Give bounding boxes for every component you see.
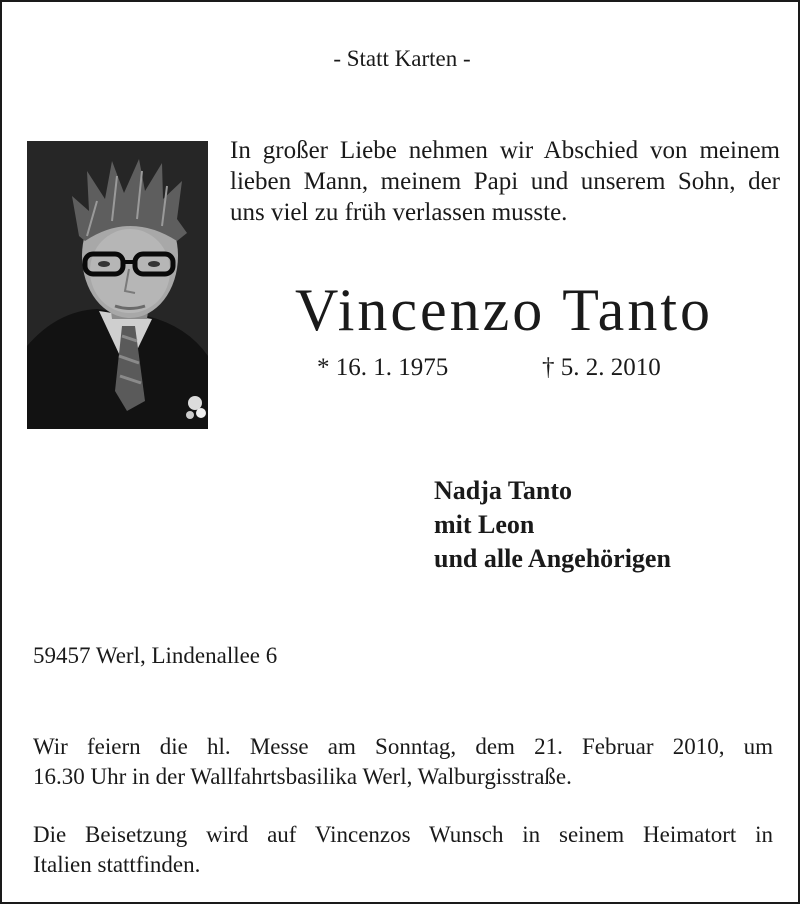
intro-line: uns viel zu früh verlassen musste. [230,199,568,226]
burial-line: Die Beisetzung wird auf Vincenzos Wunsch in seinem Heimatort in [33,822,773,847]
mass-announcement [33,732,773,792]
mourners [434,474,671,576]
intro-line: In großer Liebe nehmen wir Abschied von meinem [230,137,780,164]
deceased-name: Vincenzo Tanto [295,277,713,343]
birth-date: * 16. 1. 1975 [317,354,449,381]
mourner-line: mit Leon [434,510,535,539]
address: 59457 Werl, Lindenallee 6 [33,643,278,668]
intro-text [230,135,780,228]
burial-line: Italien stattfinden. [33,852,201,877]
mourner-line: und alle Angehörigen [434,544,671,573]
mourner-line: Nadja Tanto [434,476,572,505]
death-date: † 5. 2. 2010 [542,354,661,381]
intro-line: lieben Mann, meinem Papi und unserem Sohn, der [230,168,780,195]
burial-announcement [33,820,773,880]
header-title: - Statt Karten - [333,46,471,71]
mass-line: Wir feiern die hl. Messe am Sonntag, dem 21. Februar 2010, um [33,734,773,759]
mass-line: 16.30 Uhr in der Wallfahrtsbasilika Werl, Walburgisstraße. [33,764,572,789]
